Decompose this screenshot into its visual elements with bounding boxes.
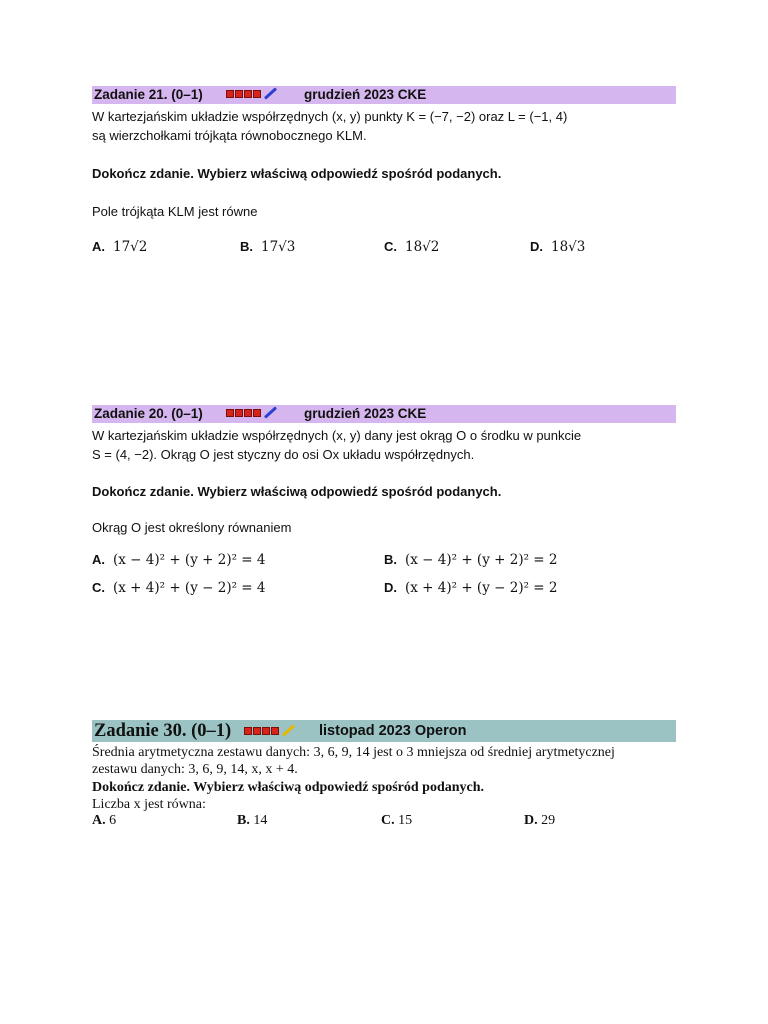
task-30-answers	[92, 813, 676, 831]
task-20-header	[92, 405, 676, 423]
pencil-icon	[264, 87, 277, 99]
task-20-title: Zadanie 20. (0–1)	[94, 406, 203, 421]
answer-option-d[interactable]: D. (x + 4)² + (y − 2)² = 2	[384, 580, 558, 596]
answer-option-a[interactable]: A. 6	[92, 813, 117, 828]
pencil-icon	[264, 406, 277, 418]
task-30-line-1: Średnia arytmetyczna zestawu danych: 3, 6, 9, 14 jest o 3 mniejsza od średniej arytmetycznej	[92, 745, 615, 760]
task-30	[92, 720, 676, 831]
task-20-source: grudzień 2023 CKE	[304, 406, 427, 421]
answer-option-b[interactable]: B. 14	[237, 813, 268, 828]
answer-option-a[interactable]: A. 17√2	[92, 239, 148, 255]
task-21-answers	[92, 239, 676, 261]
pencil-icon	[282, 724, 295, 736]
difficulty-indicator	[244, 727, 296, 735]
answer-option-a[interactable]: A. (x − 4)² + (y + 2)² = 4	[92, 552, 266, 568]
task-30-title: Zadanie 30. (0–1)	[94, 721, 232, 741]
task-30-line-2: zestawu danych: 3, 6, 9, 14, x, x + 4.	[92, 761, 298, 777]
task-21-question: Pole trójkąta KLM jest równe	[92, 204, 258, 219]
task-30-instruction: Dokończ zdanie. Wybierz właściwą odpowiedź spośród podanych.	[92, 780, 485, 795]
task-30-question: Liczba x jest równa:	[92, 796, 206, 812]
answer-option-d[interactable]: D. 29	[524, 813, 556, 828]
task-21-source: grudzień 2023 CKE	[304, 87, 427, 102]
task-30-source: listopad 2023 Operon	[319, 723, 467, 739]
task-21	[92, 86, 676, 261]
answer-option-b[interactable]: B. (x − 4)² + (y + 2)² = 2	[384, 552, 558, 568]
task-20	[92, 405, 676, 608]
difficulty-indicator	[226, 409, 278, 417]
task-30-header	[92, 720, 676, 742]
difficulty-indicator	[226, 90, 278, 98]
task-21-instruction: Dokończ zdanie. Wybierz właściwą odpowiedź spośród podanych.	[92, 166, 502, 181]
task-21-line-1: W kartezjańskim układzie współrzędnych (x, y) punkty K = (−7, −2) oraz L = (−1, 4)	[92, 109, 568, 124]
answer-option-d[interactable]: D. 18√3	[530, 239, 586, 255]
task-20-question: Okrąg O jest określony równaniem	[92, 520, 292, 535]
answer-option-b[interactable]: B. 17√3	[240, 239, 296, 255]
answer-option-c[interactable]: C. (x + 4)² + (y − 2)² = 4	[92, 580, 266, 596]
answer-option-c[interactable]: C. 15	[381, 813, 413, 828]
task-20-line-2: S = (4, −2). Okrąg O jest styczny do osi Ox układu współrzędnych.	[92, 447, 475, 462]
task-20-instruction: Dokończ zdanie. Wybierz właściwą odpowiedź spośród podanych.	[92, 484, 502, 499]
task-20-line-1: W kartezjańskim układzie współrzędnych (x, y) dany jest okrąg O o środku w punkcie	[92, 428, 582, 443]
task-20-answers	[92, 552, 676, 608]
task-21-title: Zadanie 21. (0–1)	[94, 87, 203, 102]
task-21-header	[92, 86, 676, 104]
answer-option-c[interactable]: C. 18√2	[384, 239, 440, 255]
task-21-line-2: są wierzchołkami trójkąta równobocznego KLM.	[92, 128, 367, 143]
